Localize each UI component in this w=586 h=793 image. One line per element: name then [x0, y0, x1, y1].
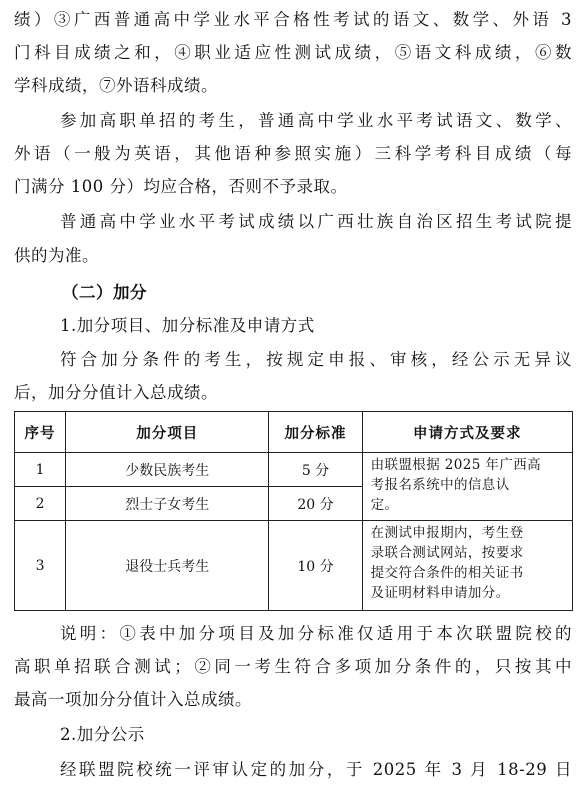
- method-line: 由联盟根据 2025 年广西高: [370, 457, 542, 473]
- table-header-cell: 加分项目: [66, 412, 269, 453]
- subsection-heading: 1.加分项目、加分标准及申请方式: [60, 316, 315, 335]
- bonus-item: 退役士兵考生: [66, 521, 269, 611]
- paragraph-line: 参加高职单招的考生，普通高中学业水平考试语文、数学、: [60, 111, 572, 130]
- paragraph-line: 门满分 100 分）均应合格，否则不予录取。: [14, 177, 348, 196]
- subsection-heading: 2.加分公示: [60, 725, 145, 744]
- paragraph-line: 符合加分条件的考生，按规定申报、审核，经公示无异议: [60, 350, 572, 369]
- table-header-cell: 申请方式及要求: [362, 412, 572, 453]
- bonus-table: [14, 411, 573, 611]
- method-line: 录联合测试网站，按要求: [370, 545, 524, 561]
- method-line: 定。: [370, 497, 399, 513]
- paragraph-line: 供的为准。: [14, 246, 99, 265]
- paragraph-line: 后，加分分值计入总成绩。: [14, 383, 218, 402]
- paragraph-line: 门科目成绩之和，④职业适应性测试成绩，⑤语文科成绩，⑥数: [14, 43, 572, 62]
- table-header-cell: 序号: [15, 412, 66, 453]
- note-line: 说明：①表中加分项目及加分标准仅适用于本次联盟院校的: [60, 624, 572, 643]
- bonus-item: 少数民族考生: [66, 453, 269, 487]
- table-header-row: [15, 412, 573, 453]
- paragraph-line: 经联盟院校统一评审认定的加分，于 2025 年 3 月 18-29 日: [60, 760, 572, 779]
- section-heading: （二）加分: [62, 283, 147, 302]
- bonus-standard: 5 分: [269, 453, 362, 487]
- application-method: [362, 521, 572, 611]
- paragraph-line: 外语（一般为英语，其他语种参照实施）三科学考科目成绩（每: [14, 144, 572, 163]
- method-line: 提交符合条件的相关证书: [370, 565, 524, 581]
- bonus-item: 烈士子女考生: [66, 487, 269, 521]
- paragraph-line: 绩）③广西普通高中学业水平合格性考试的语文、数学、外语 3: [14, 10, 572, 29]
- bonus-standard: 20 分: [269, 487, 362, 521]
- note-line: 最高一项加分分值计入总成绩。: [14, 690, 252, 709]
- paragraph-line: 普通高中学业水平考试成绩以广西壮族自治区招生考试院提: [60, 212, 572, 231]
- row-index: 1: [15, 453, 66, 487]
- bonus-standard: 10 分: [269, 521, 362, 611]
- row-index: 3: [15, 521, 66, 611]
- paragraph-line: 学科成绩，⑦外语科成绩。: [14, 76, 218, 95]
- note-line: 高职单招联合测试；②同一考生符合多项加分条件的，只按其中: [14, 657, 572, 676]
- row-index: 2: [15, 487, 66, 521]
- table-row: [15, 453, 573, 487]
- table-header-cell: 加分标准: [269, 412, 362, 453]
- method-line: 在测试申报期内，考生登: [370, 525, 524, 541]
- method-line: 考报名系统中的信息认: [370, 477, 510, 493]
- application-method: [362, 453, 572, 521]
- method-line: 及证明材料申请加分。: [370, 585, 510, 601]
- table-row: [15, 521, 573, 611]
